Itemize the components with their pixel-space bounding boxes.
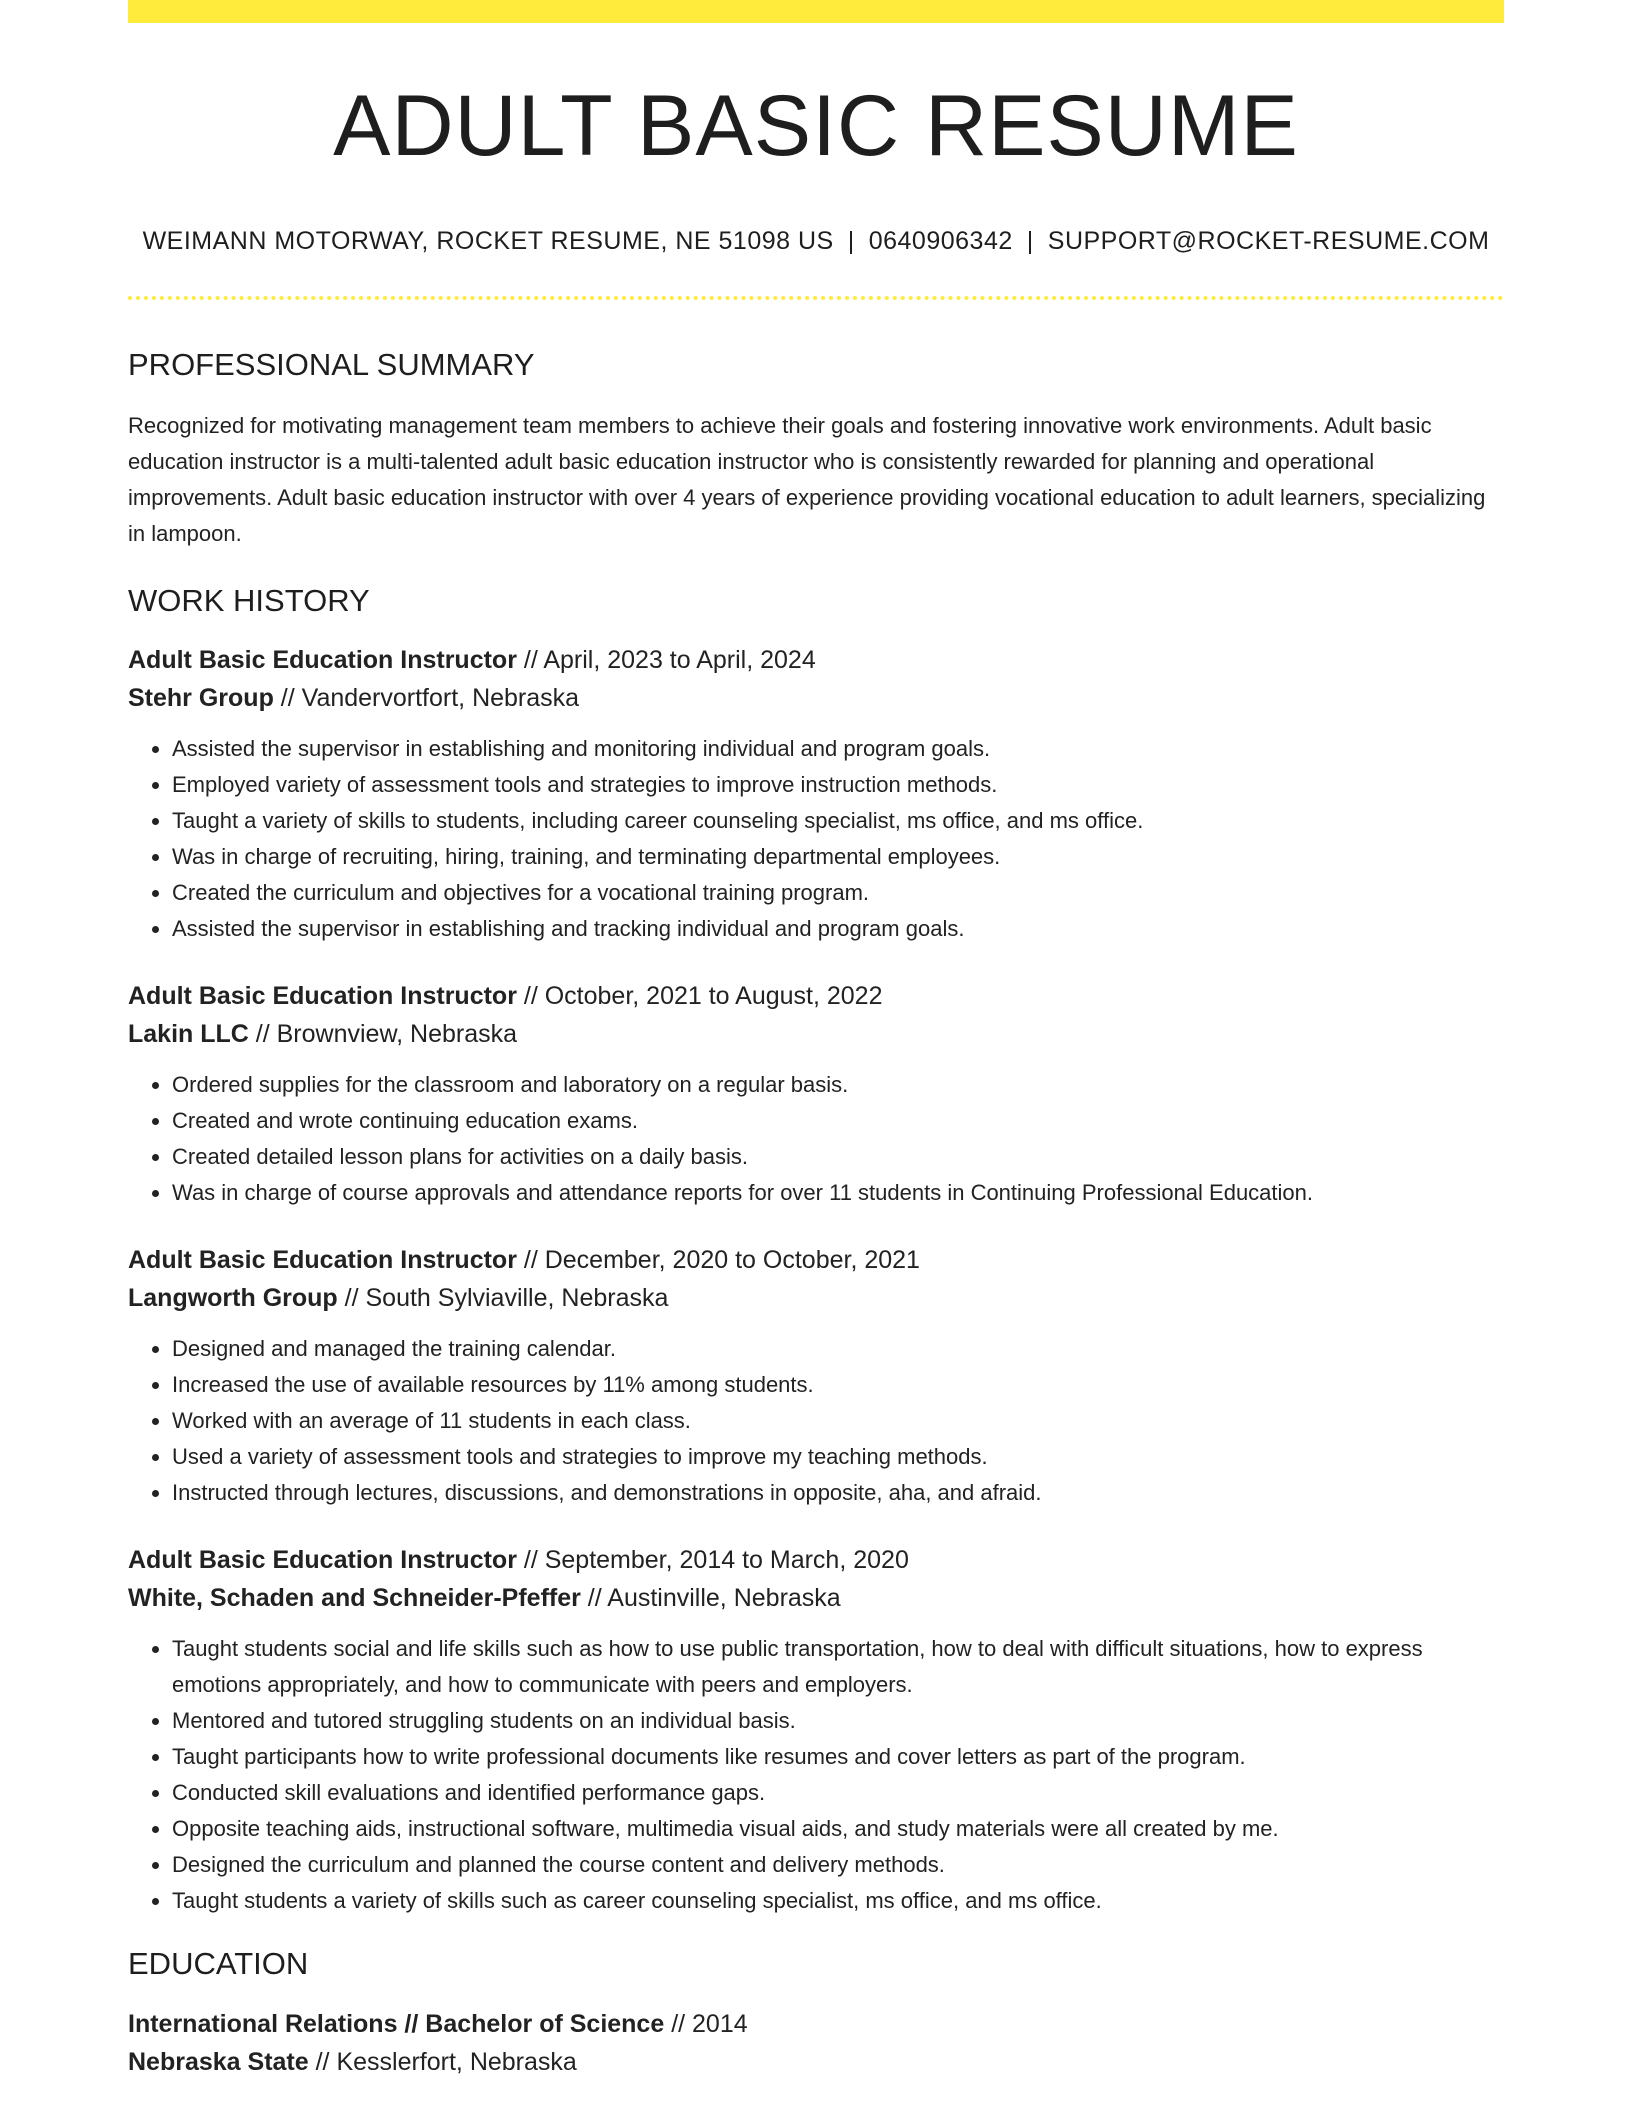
contact-separator: |: [1026, 227, 1034, 255]
list-item: • Instructed through lectures, discussions, and demonstrations in opposite, aha, and afraid.: [172, 1475, 1504, 1511]
job-title: Adult Basic Education Instructor: [128, 646, 517, 675]
job-entry: [128, 1241, 1504, 1511]
list-item: • Employed variety of assessment tools and strategies to improve instruction methods.: [172, 767, 1504, 803]
job-dates: // April, 2023 to April, 2024: [516, 646, 816, 675]
list-item: • Was in charge of course approvals and attendance reports for over 11 students in Continuing Professional Education.: [172, 1175, 1504, 1211]
job-bullets: [128, 731, 1504, 947]
job-title-line: [128, 977, 1504, 1015]
list-item: • Designed the curriculum and planned the course content and delivery methods.: [172, 1847, 1504, 1883]
contact-phone: 0640906342: [868, 227, 1013, 255]
job-title-line: [128, 1541, 1504, 1579]
resume-page: [128, 0, 1504, 2081]
school-name: Nebraska State: [128, 2047, 309, 2076]
school-location: // Kesslerfort, Nebraska: [308, 2047, 577, 2076]
job-dates: // September, 2014 to March, 2020: [516, 1546, 909, 1575]
school-line: [128, 2043, 1504, 2081]
list-item: • Conducted skill evaluations and identified performance gaps.: [172, 1775, 1504, 1811]
summary-text: Recognized for motivating management team members to achieve their goals and fostering innovative work environments. Adult basic education instructor is a multi-talented adult basic education instructor who is consistently rewarded for planning and operational improvements. Adult basic education instructor with over 4 years of experience providing vocational education to adult learners, specializing in lampoon.: [128, 413, 1486, 547]
job-title: Adult Basic Education Instructor: [128, 982, 517, 1011]
section-heading: PROFESSIONAL SUMMARY: [128, 347, 535, 382]
job-location: // Vandervortfort, Nebraska: [273, 684, 580, 713]
company-name: Stehr Group: [128, 684, 274, 713]
job-list: [128, 641, 1504, 1919]
list-item: • Ordered supplies for the classroom and laboratory on a regular basis.: [172, 1067, 1504, 1103]
list-item: • Was in charge of recruiting, hiring, training, and terminating departmental employees.: [172, 839, 1504, 875]
list-item: • Designed and managed the training calendar.: [172, 1331, 1504, 1367]
graduation-year: // 2014: [664, 2009, 748, 2038]
job-dates: // December, 2020 to October, 2021: [516, 1246, 920, 1275]
education-section: [128, 1945, 1504, 2080]
contact-line: [128, 227, 1504, 256]
job-dates: // October, 2021 to August, 2022: [516, 982, 883, 1011]
summary-section: [128, 346, 1504, 552]
job-title: Adult Basic Education Instructor: [128, 1546, 517, 1575]
list-item: • Used a variety of assessment tools and strategies to improve my teaching methods.: [172, 1439, 1504, 1475]
job-location: // Austinville, Nebraska: [580, 1584, 841, 1613]
job-bullets: [128, 1331, 1504, 1511]
degree-line: [128, 2005, 1504, 2043]
dotted-divider: [128, 296, 1504, 300]
job-title-line: [128, 641, 1504, 679]
list-item: • Created the curriculum and objectives for a vocational training program.: [172, 875, 1504, 911]
list-item: • Worked with an average of 11 students in each class.: [172, 1403, 1504, 1439]
list-item: • Increased the use of available resources by 11% among students.: [172, 1367, 1504, 1403]
job-company-line: [128, 1015, 1504, 1053]
list-item: • Assisted the supervisor in establishing and monitoring individual and program goals.: [172, 731, 1504, 767]
accent-bar: [128, 0, 1504, 23]
contact-separator: |: [847, 227, 855, 255]
list-item: • Mentored and tutored struggling students on an individual basis.: [172, 1703, 1504, 1739]
job-company-line: [128, 1579, 1504, 1617]
company-name: White, Schaden and Schneider-Pfeffer: [128, 1584, 581, 1613]
resume-title: ADULT BASIC RESUME: [333, 78, 1299, 174]
job-title-line: [128, 1241, 1504, 1279]
section-heading: EDUCATION: [128, 1946, 309, 1982]
list-item: • Taught a variety of skills to students, including career counseling specialist, ms office, and ms office.: [172, 803, 1504, 839]
list-item: • Taught students social and life skills such as how to use public transportation, how to deal with difficult situations, how to express emotions appropriately, and how to communicate with peers and employers.: [172, 1631, 1504, 1703]
section-heading: WORK HISTORY: [128, 583, 370, 619]
job-entry: [128, 641, 1504, 947]
company-name: Langworth Group: [128, 1284, 338, 1313]
contact-email: SUPPORT@ROCKET-RESUME.COM: [1047, 227, 1490, 255]
job-bullets: [128, 1631, 1504, 1919]
work-history-section: [128, 582, 1504, 1919]
list-item: • Taught participants how to write professional documents like resumes and cover letters as part of the program.: [172, 1739, 1504, 1775]
education-entry: [128, 2005, 1504, 2081]
list-item: • Opposite teaching aids, instructional software, multimedia visual aids, and study materials were all created by me.: [172, 1811, 1504, 1847]
company-name: Lakin LLC: [128, 1020, 249, 1049]
job-title: Adult Basic Education Instructor: [128, 1246, 517, 1275]
job-entry: [128, 1541, 1504, 1919]
job-bullets: [128, 1067, 1504, 1211]
job-company-line: [128, 679, 1504, 717]
job-location: // Brownview, Nebraska: [248, 1020, 518, 1049]
contact-address: WEIMANN MOTORWAY, ROCKET RESUME, NE 51098 US: [142, 227, 834, 255]
list-item: • Taught students a variety of skills such as career counseling specialist, ms office, and ms office.: [172, 1883, 1504, 1919]
list-item: • Created and wrote continuing education exams.: [172, 1103, 1504, 1139]
list-item: • Created detailed lesson plans for activities on a daily basis.: [172, 1139, 1504, 1175]
list-item: • Assisted the supervisor in establishing and tracking individual and program goals.: [172, 911, 1504, 947]
degree: International Relations // Bachelor of Science: [128, 2009, 665, 2038]
job-company-line: [128, 1279, 1504, 1317]
job-location: // South Sylviaville, Nebraska: [337, 1284, 669, 1313]
job-entry: [128, 977, 1504, 1211]
